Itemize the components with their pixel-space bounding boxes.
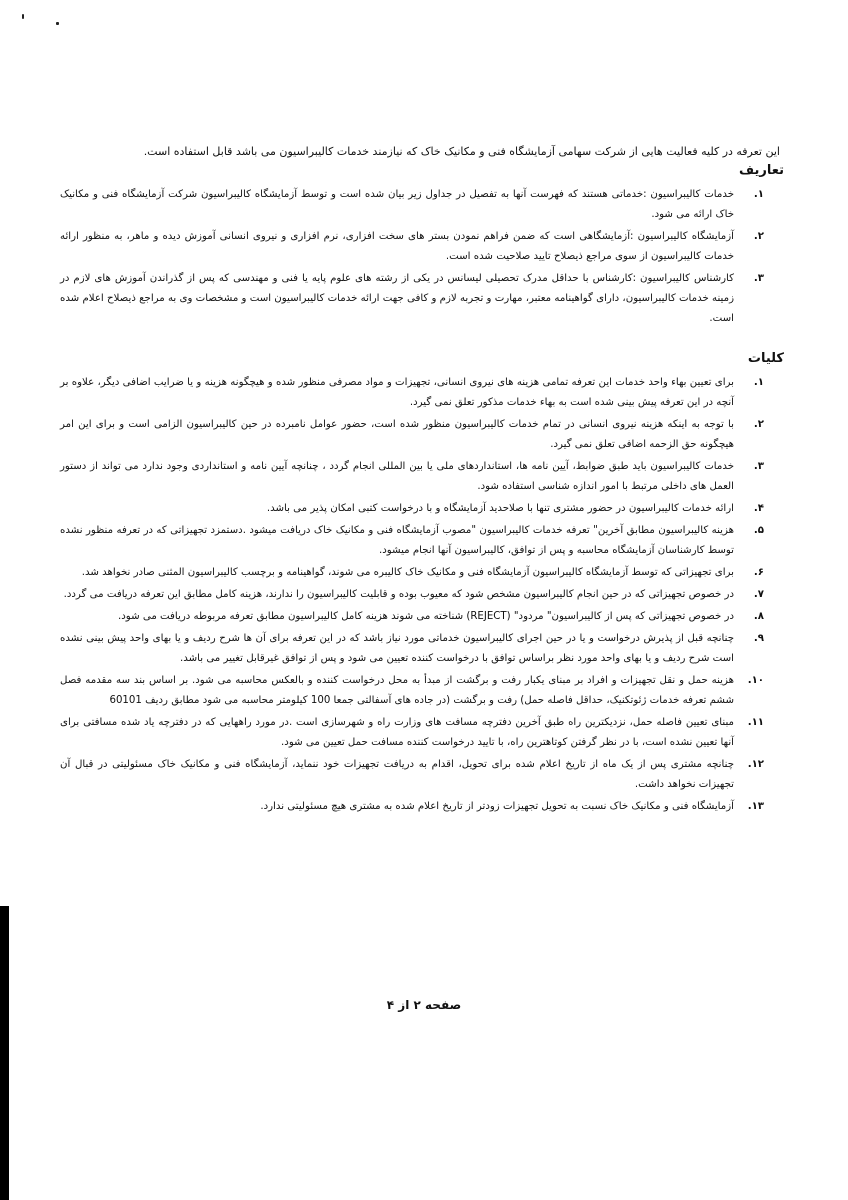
item-text: چنانچه قبل از پذیرش درخواست و یا در حین اجرای کالیبراسیون خدماتی مورد نیاز باشد که در این تعرفه برای آن ها شرح ردیف و یا بهای واحد پیش بینی نشده است شرح ردیف و یا بهای واحد مورد نظر براساس توافق با درخواست کننده تعیین می شود و پس از توافق غیرقابل تغییر می باشد. <box>60 633 734 664</box>
definitions-list <box>60 185 764 329</box>
list-item <box>60 269 764 329</box>
list-item <box>60 227 764 267</box>
item-text: برای تعیین بهاء واحد خدمات این تعرفه تمامی هزینه های نیروی انسانی، تجهیزات و مواد مصرفی منظور شده و هیچگونه هزینه و یا ضرایب اضافی دیگر، علاوه بر آنچه در این تعرفه پیش بینی شده است به بهاء خدمات مذکور تعلق نمی گیرد. <box>60 377 734 408</box>
scan-speck <box>22 14 24 19</box>
list-item <box>60 585 764 605</box>
item-number: ۳. <box>753 461 764 472</box>
item-number: ۲. <box>753 231 764 242</box>
item-text: کارشناس کالیبراسیون :کارشناس با حداقل مدرک تحصیلی لیسانس در یکی از رشته های علوم پایه یا فنی و مهندسی که پس از گذراندن آموزش های لازم در زمینه خدمات کالیبراسیون، دارای گواهینامه معتبر، مهارت و تجربه لازم و کافی جهت ارائه خدمات کالیبراسیون است و مشخصات وی به مراجع ذیصلاح اعلام شده است. <box>60 273 734 324</box>
item-number: ۱. <box>753 189 764 200</box>
list-item <box>60 373 764 413</box>
scan-speck <box>56 22 59 25</box>
list-item <box>60 755 764 795</box>
item-text: در خصوص تجهیزاتی که در حین انجام کالیبراسیون مشخص شود که معیوب بوده و قابلیت کالیبراسیون را ندارند، هزینه کامل مطابق این تعرفه دریافت می گردد. <box>63 589 734 600</box>
item-text: با توجه به اینکه هزینه نیروی انسانی در تمام خدمات کالیبراسیون منظور شده است، حضور عوامل نامبرده در حین کالیبراسیون الزامی است و برای این امر هیچگونه حق الزحمه اضافی تعلق نمی گیرد. <box>60 419 734 450</box>
item-text: مبنای تعیین فاصله حمل، نزدیکترین راه طبق آخرین دفترچه مسافت های وزارت راه و شهرسازی است .در مورد راههایی که در دفترچه یاد شده مسافتی برای آنها تعیین نشده است، با در نظر گرفتن کوتاهترین راه، با تایید درخواست کننده مسافت حمل تعیین می شود. <box>60 717 734 748</box>
definitions-heading: تعاریف <box>739 163 784 178</box>
item-number: ۸. <box>753 611 764 622</box>
item-text: خدمات کالیبراسیون باید طبق ضوابط، آیین نامه ها، استانداردهای ملی یا بین المللی انجام گردد ، چنانچه آیین نامه و استانداردی وجود ندارد می تواند از دستور العمل های داخلی مرتبط با امور اندازه شناسی استفاده شود. <box>60 461 734 492</box>
item-text: ارائه خدمات کالیبراسیون در حضور مشتری تنها با صلاحدید آزمایشگاه و با درخواست کتبی امکان پذیر می باشد. <box>266 503 734 514</box>
item-text: آزمایشگاه کالیبراسیون :آزمایشگاهی است که ضمن فراهم نمودن بستر های سخت افزاری، نرم افزاری و نیروی انسانی آموزش دیده و ماهر، به منظور ارائه خدمات کالیبراسیون از سوی مراجع ذیصلاح تایید صلاحیت شده است. <box>60 231 734 262</box>
list-item <box>60 713 764 753</box>
item-number: ۱. <box>753 377 764 388</box>
list-item <box>60 499 764 519</box>
list-item <box>60 457 764 497</box>
page-number: صفحه ۲ از ۴ <box>386 998 462 1012</box>
item-text: برای تجهیزاتی که توسط آزمایشگاه کالیبراسیون آزمایشگاه فنی و مکانیک خاک کالیبره می شوند، گواهینامه و برچسب کالیبراسیون المثنی صادر نخواهد شد. <box>81 567 734 578</box>
item-number: ۲. <box>753 419 764 430</box>
intro-paragraph: این تعرفه در کلیه فعالیت هایی از شرکت سهامی آزمایشگاه فنی و مکانیک خاک که نیازمند خدمات کالیبراسیون می باشد قابل استفاده است. <box>143 145 780 158</box>
list-item <box>60 185 764 225</box>
item-number: ۳. <box>753 273 764 284</box>
list-item <box>60 671 764 711</box>
item-number: ۱۰. <box>747 675 764 686</box>
item-number: ۹. <box>753 633 764 644</box>
item-number: ۶. <box>753 567 764 578</box>
item-number: ۴. <box>753 503 764 514</box>
scan-edge-shadow <box>0 906 9 1200</box>
list-item <box>60 629 764 669</box>
item-number: ۱۱. <box>747 717 764 728</box>
item-number: ۵. <box>753 525 764 536</box>
item-text: چنانچه مشتری پس از یک ماه از تاریخ اعلام شده برای تحویل، اقدام به دریافت تجهیزات خود ننماید، آزمایشگاه فنی و مکانیک خاک مسئولیتی در قبال آن تجهیزات نخواهد داشت. <box>60 759 734 790</box>
list-item <box>60 563 764 583</box>
item-text: هزینه کالیبراسیون مطابق آخرین" تعرفه خدمات کالیبراسیون "مصوب آزمایشگاه فنی و مکانیک خاک دریافت میشود .دستمزد تجهیزاتی که در تعرفه منظور نشده توسط کارشناسان آزمایشگاه محاسبه و پس از توافق، کالیبراسیون آنها انجام میشود. <box>60 525 734 556</box>
item-text: در خصوص تجهیزاتی که پس از کالیبراسیون" مردود" (REJECT) شناخته می شوند هزینه کامل کالیبراسیون مطابق تعرفه مربوطه دریافت می شود. <box>118 611 734 622</box>
section-gap <box>60 331 764 349</box>
item-text: آزمایشگاه فنی و مکانیک خاک نسبت به تحویل تجهیزات زودتر از تاریخ اعلام شده به مشتری هیچ مسئولیتی ندارد. <box>260 801 734 812</box>
list-item <box>60 797 764 817</box>
document-body <box>60 142 784 819</box>
item-number: ۱۳. <box>747 801 764 812</box>
generalities-heading: کلیات <box>747 351 784 366</box>
item-number: ۷. <box>753 589 764 600</box>
item-number: ۱۲. <box>747 759 764 770</box>
generalities-list <box>60 373 764 817</box>
list-item <box>60 607 764 627</box>
item-text: هزینه حمل و نقل تجهیزات و افراد بر مبنای یکبار رفت و برگشت از مبدأ به محل درخواست کننده و بالعکس محاسبه می شود. بر اساس بند سه مقدمه فصل ششم تعرفه خدمات ژئوتکنیک، حداقل فاصله حمل) رفت و برگشت (در جاده های آسفالتی جمعا 100 کیلومتر محاسبه می شود مطابق ردیف 60101 <box>60 675 734 706</box>
item-text: خدمات کالیبراسیون :خدماتی هستند که فهرست آنها به تفصیل در جداول زیر بیان شده است و توسط آزمایشگاه کالیبراسیون شرکت آزمایشگاه فنی و مکانیک خاک ارائه می شود. <box>60 189 734 220</box>
list-item <box>60 415 764 455</box>
list-item <box>60 521 764 561</box>
